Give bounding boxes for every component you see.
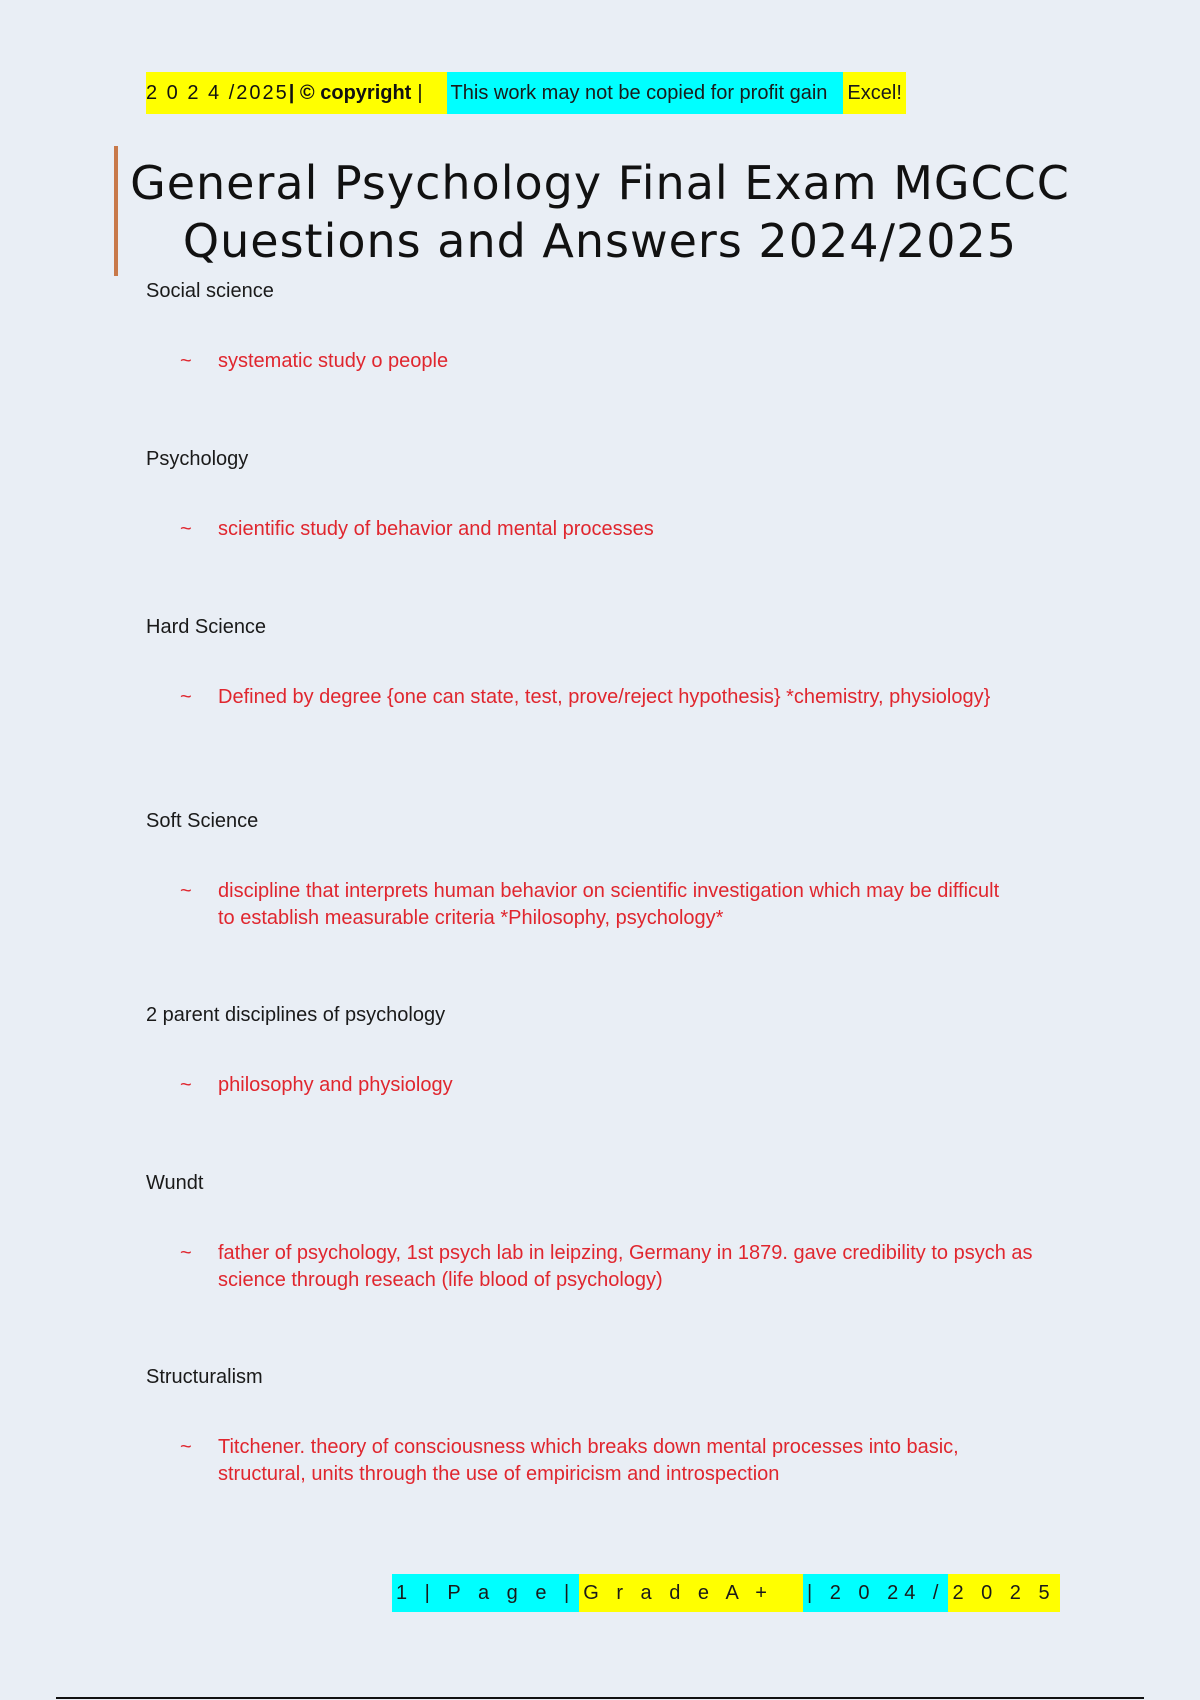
page-footer	[392, 1574, 1060, 1612]
footer-year-start: | 2 0 24 /	[803, 1574, 948, 1612]
tilde-bullet-icon: ~	[180, 880, 192, 902]
tilde-bullet-icon: ~	[180, 350, 192, 372]
header-separator: |	[417, 72, 446, 114]
title-line-1: General Psychology Final Exam MGCCC	[130, 156, 1070, 210]
tilde-bullet-icon: ~	[180, 1242, 192, 1264]
term: 2 parent disciplines of psychology	[146, 1004, 446, 1026]
qa-entry	[146, 278, 1066, 446]
tilde-bullet-icon: ~	[180, 1074, 192, 1096]
answer-text: systematic study o people	[218, 350, 449, 372]
qa-entry	[146, 1364, 1066, 1524]
qa-entry	[146, 614, 1066, 808]
term: Psychology	[146, 448, 249, 470]
qa-entry	[146, 446, 1066, 614]
header-excel: Excel!	[843, 72, 905, 114]
qa-list	[146, 278, 1066, 1524]
answer-text: philosophy and physiology	[218, 1074, 453, 1096]
footer-page-number: 1 | P a g e |	[392, 1574, 579, 1612]
footer-year-end: 2 0 2 5	[948, 1574, 1059, 1612]
header-year: 2 0 2 4 /2025	[146, 72, 289, 114]
term: Structuralism	[146, 1366, 263, 1388]
answer	[146, 1434, 1038, 1488]
header-banner	[146, 72, 906, 114]
answer-text: father of psychology, 1st psych lab in leipzing, Germany in 1879. gave credibility to psych as science through reseach (life blood of psychology)	[218, 1242, 1033, 1291]
bottom-divider	[56, 1697, 1144, 1699]
footer-grade: G r a d e A +	[579, 1574, 803, 1612]
title-accent-bar	[114, 146, 118, 276]
title-line-2: Questions and Answers 2024/2025	[182, 214, 1018, 268]
term: Soft Science	[146, 810, 259, 832]
answer	[146, 684, 1008, 711]
term: Wundt	[146, 1172, 204, 1194]
header-copyright: | © copyright	[289, 72, 418, 114]
answer-text: Defined by degree {one can state, test, prove/reject hypothesis} *chemistry, physiology}	[218, 686, 991, 708]
answer-text: Titchener. theory of consciousness which breaks down mental processes into basic, structural, units through the use of empiricism and introspection	[218, 1436, 959, 1485]
answer	[146, 878, 1018, 932]
term: Hard Science	[146, 616, 267, 638]
header-notice: This work may not be copied for profit gain	[447, 72, 844, 114]
tilde-bullet-icon: ~	[180, 518, 192, 540]
answer	[146, 348, 1066, 375]
answer-text: discipline that interprets human behavior on scientific investigation which may be difficult to establish measurable criteria *Philosophy, psychology*	[218, 880, 1000, 929]
tilde-bullet-icon: ~	[180, 686, 192, 708]
answer	[146, 516, 1066, 543]
tilde-bullet-icon: ~	[180, 1436, 192, 1458]
answer-text: scientific study of behavior and mental processes	[218, 518, 654, 540]
page-title	[130, 154, 1070, 270]
qa-entry	[146, 1002, 1066, 1170]
qa-entry	[146, 1170, 1066, 1364]
answer	[146, 1240, 1068, 1294]
answer	[146, 1072, 1066, 1099]
qa-entry	[146, 808, 1066, 1002]
term: Social science	[146, 280, 274, 302]
